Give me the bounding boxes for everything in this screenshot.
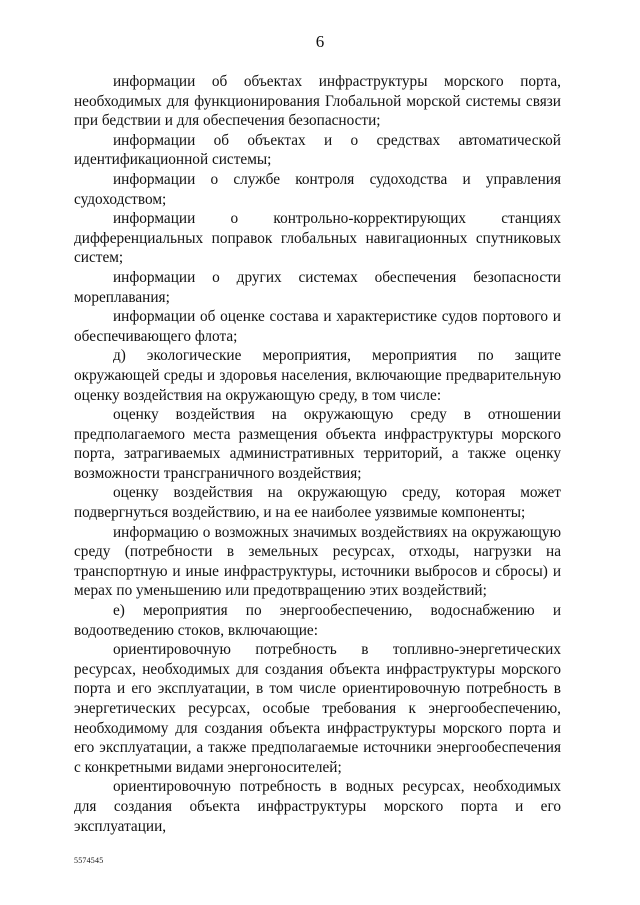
page-number: 6	[315, 32, 325, 51]
paragraph: информации о контрольно-корректирующих станциях дифференциальных поправок глобальных навигационных спутниковых систем;	[74, 210, 561, 267]
paragraph: информации об оценке состава и характеристике судов портового и обеспечивающего флота;	[74, 308, 561, 345]
paragraph: оценку воздействия на окружающую среду в отношении предполагаемого места размещения объекта инфраструктуры морского порта, затрагиваемых административных территорий, а также оценку возможности трансграничного воздействия;	[74, 406, 561, 482]
paragraph: д) экологические мероприятия, мероприятия по защите окружающей среды и здоровья населения, включающие предварительную оценку воздействия на окружающую среду, в том числе:	[74, 347, 561, 404]
paragraph: ориентировочную потребность в водных ресурсах, необходимых для создания объекта инфраструктуры морского порта и его эксплуатации,	[74, 778, 561, 835]
paragraph: информацию о возможных значимых воздействиях на окружающую среду (потребности в земельных ресурсах, отходы, нагрузки на транспортную и иные инфраструктуры, источники выбросов и сбросы) и мерах по уменьшению или предотвращению этих воздействий;	[74, 523, 561, 600]
paragraph: информации об объектах и о средствах автоматической идентификационной системы;	[74, 131, 561, 169]
paragraph: информации об объектах инфраструктуры морского порта, необходимых для функционирования Глобальной морской системы связи при бедствии и для обеспечения безопасности;	[74, 73, 561, 130]
paragraph: е) мероприятия по энергообеспечению, водоснабжению и водоотведению стоков, включающие:	[74, 602, 561, 639]
document-body	[74, 72, 561, 836]
paragraph: информации о службе контроля судоходства и управления судоходством;	[74, 170, 561, 208]
paragraph: оценку воздействия на окружающую среду, которая может подвергнуться воздействию, и на ее наиболее уязвимые компоненты;	[74, 484, 561, 522]
paragraph: информации о других системах обеспечения безопасности мореплавания;	[74, 268, 561, 306]
document-code: 5574545	[74, 856, 104, 865]
paragraph: ориентировочную потребность в топливно-энергетических ресурсах, необходимых для создания объекта инфраструктуры морского порта и его эксплуатации, в том числе ориентировочную потребность в энергетических ресурсах, особые требования к энергообеспечению, необходимому для создания объекта инфраструктуры морского порта и его эксплуатации, а также предполагаемые источники энергообеспечения с конкретными видами энергоносителей;	[74, 641, 561, 776]
